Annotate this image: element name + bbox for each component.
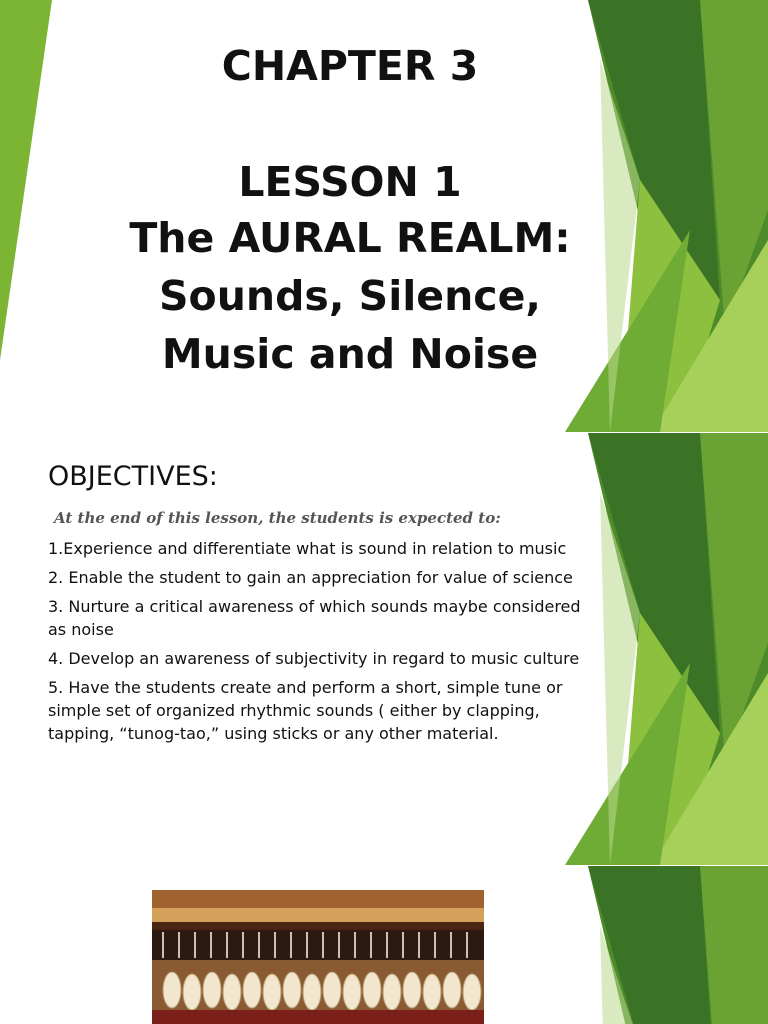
chapter-title: CHAPTER 3 [221, 42, 479, 90]
title-slide [0, 0, 768, 432]
piano-slide [0, 866, 768, 1024]
piano-interior-image [152, 890, 484, 1024]
objectives-intro: At the end of this lesson, the students is expected to: [54, 509, 501, 527]
list-item: 5. Have the students create and perform a short, simple tune or simple set of organized rhythmic sounds ( either by clapping, tapping, “tunog-tao,” using sticks or any other material. [48, 678, 563, 743]
list-item: 3. Nurture a critical awareness of which sounds maybe considered as noise [48, 597, 581, 639]
objectives-heading: OBJECTIVES: [48, 461, 218, 492]
list-item: 4. Develop an awareness of subjectivity in regard to music culture [48, 649, 580, 668]
lesson-subtitle-line3: Music and Noise [161, 330, 539, 378]
lesson-subtitle-line2: Sounds, Silence, [159, 272, 541, 320]
list-item: 2. Enable the student to gain an appreciation for value of science [48, 568, 573, 587]
objectives-slide [0, 433, 768, 865]
lesson-subtitle-line1: The AURAL REALM: [129, 214, 571, 262]
list-item: 1.Experience and differentiate what is sound in relation to music [48, 539, 567, 558]
lesson-title: LESSON 1 [238, 158, 462, 206]
objectives-list [48, 537, 588, 751]
